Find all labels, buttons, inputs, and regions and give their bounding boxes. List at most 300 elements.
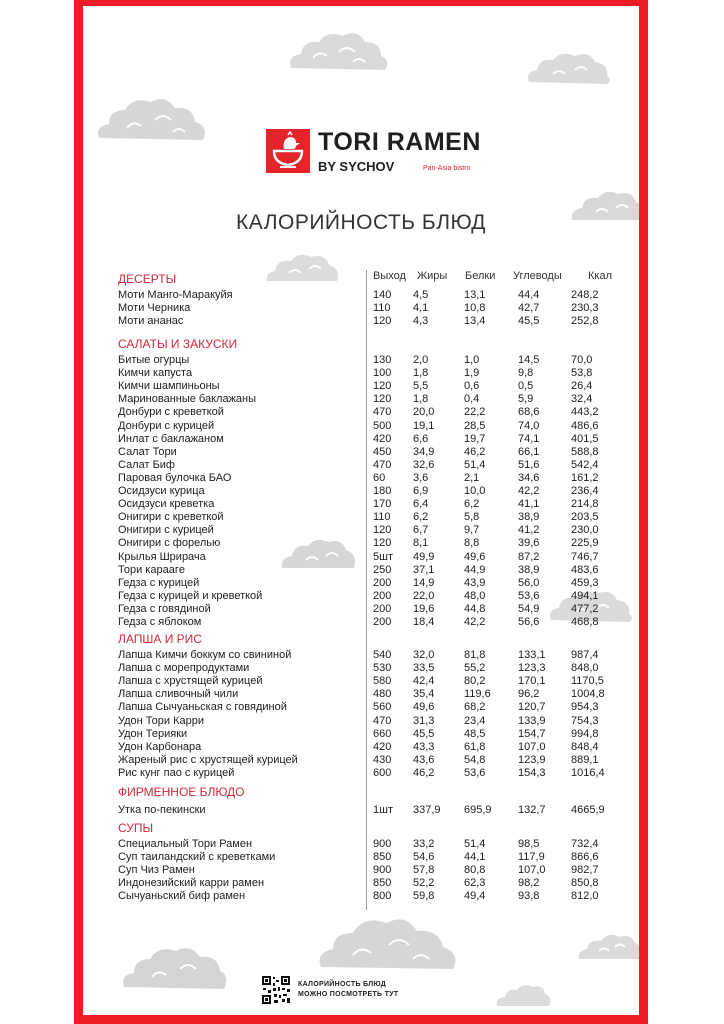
item-protein: 61,8 <box>464 740 486 753</box>
item-kcal: 987,4 <box>571 649 599 661</box>
item-name: Суп Чиз Рамен <box>118 864 195 877</box>
item-protein: 1,9 <box>464 367 480 380</box>
page-title: КАЛОРИЙНОСТЬ БЛЮД <box>236 211 486 234</box>
item-kcal: 252,8 <box>571 315 599 328</box>
item-protein: 44,8 <box>464 602 486 615</box>
item-protein: 49,4 <box>464 890 486 903</box>
item-yield: 430 <box>373 753 392 766</box>
item-carbs: 74,0 <box>518 419 540 432</box>
item-protein: 44,9 <box>464 563 486 576</box>
item-fat: 6,7 <box>413 524 429 537</box>
item-fat: 2,0 <box>413 354 429 366</box>
item-protein: 62,3 <box>464 877 486 890</box>
table-row <box>83 511 639 524</box>
item-carbs: 54,9 <box>518 602 540 615</box>
item-yield: 200 <box>373 602 392 615</box>
item-yield: 900 <box>373 864 392 877</box>
item-yield: 120 <box>373 315 392 328</box>
item-carbs: 41,2 <box>518 524 540 537</box>
item-protein: 54,8 <box>464 753 486 766</box>
section-header: ФИРМЕННОЕ БЛЮДО <box>118 785 245 799</box>
item-name: Онигири с форелью <box>118 537 221 550</box>
section-header: ЛАПША И РИС <box>118 632 202 646</box>
item-name: Утка по-пекински <box>118 804 206 816</box>
item-yield: 470 <box>373 458 392 471</box>
table-row <box>83 728 639 741</box>
item-protein: 0,4 <box>464 393 480 406</box>
item-kcal: 494,1 <box>571 589 599 602</box>
item-carbs: 42,2 <box>518 485 540 497</box>
item-yield: 250 <box>373 563 392 576</box>
item-fat: 59,8 <box>413 890 435 903</box>
item-carbs: 0,5 <box>518 380 534 393</box>
item-carbs: 154,3 <box>518 766 546 779</box>
logo-icon <box>266 129 310 173</box>
qr-caption <box>298 980 398 1000</box>
qr-caption-line2: МОЖНО ПОСМОТРЕТЬ ТУТ <box>298 991 399 998</box>
item-kcal: 161,2 <box>571 471 599 484</box>
item-fat: 42,4 <box>413 675 435 688</box>
item-carbs: 66,1 <box>518 445 540 458</box>
item-kcal: 850,8 <box>571 877 599 890</box>
item-protein: 81,8 <box>464 649 486 661</box>
item-kcal: 889,1 <box>571 753 599 766</box>
item-yield: 200 <box>373 589 392 602</box>
item-carbs: 107,0 <box>518 864 546 877</box>
cloud-icon <box>575 931 645 963</box>
item-kcal: 248,2 <box>571 289 599 301</box>
item-kcal: 214,8 <box>571 498 599 511</box>
item-protein: 23,4 <box>464 714 486 727</box>
item-name: Крылья Шрирача <box>118 550 206 563</box>
item-protein: 13,4 <box>464 315 486 328</box>
item-kcal: 477,2 <box>571 602 599 615</box>
item-yield: 660 <box>373 727 392 740</box>
item-fat: 35,4 <box>413 688 435 701</box>
item-fat: 54,6 <box>413 851 435 864</box>
table-row <box>83 662 639 675</box>
item-fat: 4,5 <box>413 289 429 301</box>
table-row <box>83 767 639 780</box>
item-fat: 18,4 <box>413 616 435 628</box>
table-row <box>83 406 639 419</box>
table-row <box>83 446 639 459</box>
item-carbs: 107,0 <box>518 740 546 753</box>
item-fat: 33,2 <box>413 838 435 850</box>
cloud-icon <box>118 941 228 997</box>
item-fat: 43,3 <box>413 740 435 753</box>
item-yield: 120 <box>373 393 392 406</box>
item-yield: 120 <box>373 524 392 537</box>
item-fat: 57,8 <box>413 864 435 877</box>
item-name: Рис кунг пао с курицей <box>118 766 235 779</box>
item-yield: 470 <box>373 406 392 419</box>
item-kcal: 982,7 <box>571 864 599 877</box>
item-name: Тори караагe <box>118 563 185 576</box>
item-kcal: 542,4 <box>571 458 599 471</box>
cloud-icon <box>313 911 463 975</box>
item-fat: 4,1 <box>413 302 429 315</box>
item-protein: 19,7 <box>464 432 486 445</box>
item-name: Гедза с курицей <box>118 576 200 589</box>
item-name: Салат Биф <box>118 458 175 471</box>
cloud-icon <box>523 48 613 88</box>
table-row <box>83 289 639 302</box>
item-name: Удон Карбонара <box>118 740 202 753</box>
table-row <box>83 741 639 754</box>
item-kcal: 236,4 <box>571 485 599 497</box>
item-yield: 130 <box>373 354 392 366</box>
item-protein: 68,2 <box>464 701 486 714</box>
item-carbs: 87,2 <box>518 550 540 563</box>
item-kcal: 459,3 <box>571 576 599 589</box>
item-kcal: 4665,9 <box>571 804 605 816</box>
item-name: Паровая булочка БАО <box>118 471 232 484</box>
item-protein: 0,6 <box>464 380 480 393</box>
item-kcal: 486,6 <box>571 419 599 432</box>
item-fat: 8,1 <box>413 537 429 550</box>
item-name: Донбури с креветкой <box>118 406 224 419</box>
item-kcal: 401,5 <box>571 432 599 445</box>
item-carbs: 170,1 <box>518 675 546 688</box>
item-yield: 100 <box>373 367 392 380</box>
section-header: САЛАТЫ И ЗАКУСКИ <box>118 337 238 351</box>
item-yield: 120 <box>373 380 392 393</box>
item-fat: 19,6 <box>413 602 435 615</box>
brand-logo <box>266 122 526 182</box>
qr-code-icon[interactable] <box>261 975 291 1005</box>
cloud-icon <box>93 92 213 148</box>
item-fat: 1,8 <box>413 393 429 406</box>
table-row <box>83 485 639 498</box>
item-fat: 6,2 <box>413 511 429 524</box>
item-fat: 6,9 <box>413 485 429 497</box>
table-row <box>83 675 639 688</box>
cloud-icon <box>263 251 343 287</box>
item-fat: 14,9 <box>413 576 435 589</box>
item-carbs: 133,1 <box>518 649 546 661</box>
item-carbs: 39,6 <box>518 537 540 550</box>
item-fat: 5,5 <box>413 380 429 393</box>
table-row <box>83 649 639 662</box>
item-fat: 22,0 <box>413 589 435 602</box>
item-protein: 53,6 <box>464 766 486 779</box>
item-name: Онигири с курицей <box>118 524 214 537</box>
item-name: Инлат с баклажаном <box>118 432 224 445</box>
item-protein: 51,4 <box>464 838 486 850</box>
item-yield: 800 <box>373 890 392 903</box>
item-protein: 695,9 <box>464 804 492 816</box>
table-row <box>83 472 639 485</box>
item-yield: 500 <box>373 419 392 432</box>
item-kcal: 812,0 <box>571 890 599 903</box>
item-kcal: 53,8 <box>571 367 593 380</box>
section-header: ДЕСЕРТЫ <box>118 272 177 286</box>
item-protein: 6,2 <box>464 498 480 511</box>
item-carbs: 56,0 <box>518 576 540 589</box>
item-carbs: 123,9 <box>518 753 546 766</box>
item-fat: 337,9 <box>413 804 441 816</box>
table-row <box>83 498 639 511</box>
item-protein: 2,1 <box>464 471 480 484</box>
item-name: Удон Терияки <box>118 727 188 740</box>
item-kcal: 26,4 <box>571 380 593 393</box>
table-row <box>83 851 639 864</box>
item-protein: 13,1 <box>464 289 486 301</box>
item-fat: 6,4 <box>413 498 429 511</box>
item-fat: 45,5 <box>413 727 435 740</box>
item-yield: 560 <box>373 701 392 714</box>
item-fat: 52,2 <box>413 877 435 890</box>
item-name: Моти Черника <box>118 302 191 315</box>
table-row <box>83 804 639 817</box>
column-header-out: Выход <box>373 270 406 282</box>
item-name: Лапша с хрустящей курицей <box>118 675 263 688</box>
item-carbs: 56,6 <box>518 616 540 628</box>
brand-name: TORI RAMEN <box>318 128 481 156</box>
table-row <box>83 754 639 767</box>
item-name: Онигири с креветкой <box>118 511 224 524</box>
item-name: Моти Манго-Маракуйя <box>118 289 233 301</box>
item-kcal: 32,4 <box>571 393 593 406</box>
item-fat: 43,6 <box>413 753 435 766</box>
item-yield: 200 <box>373 616 392 628</box>
item-name: Суп таиландский с креветками <box>118 851 276 864</box>
table-row <box>83 433 639 446</box>
item-yield: 850 <box>373 851 392 864</box>
table-row <box>83 354 639 367</box>
item-name: Гедза с курицей и креветкой <box>118 589 263 602</box>
item-yield: 110 <box>373 302 391 315</box>
item-protein: 80,8 <box>464 864 486 877</box>
table-row <box>83 864 639 877</box>
item-name: Маринованные баклажаны <box>118 393 257 406</box>
item-kcal: 732,4 <box>571 838 599 850</box>
item-kcal: 230,0 <box>571 524 599 537</box>
item-name: Лапша Сычуаньская с говядиной <box>118 701 287 714</box>
item-name: Салат Тори <box>118 445 177 458</box>
table-row <box>83 367 639 380</box>
table-row <box>83 701 639 714</box>
item-name: Битые огурцы <box>118 354 190 366</box>
column-header-protein: Белки <box>465 270 496 282</box>
item-protein: 1,0 <box>464 354 480 366</box>
table-row <box>83 603 639 616</box>
item-name: Индонезийский карри рамен <box>118 877 265 890</box>
item-yield: 900 <box>373 838 392 850</box>
item-yield: 110 <box>373 511 391 524</box>
item-kcal: 203,5 <box>571 511 599 524</box>
item-carbs: 98,5 <box>518 838 540 850</box>
item-protein: 28,5 <box>464 419 486 432</box>
item-protein: 48,0 <box>464 589 486 602</box>
section-header: СУПЫ <box>118 821 154 835</box>
item-protein: 22,2 <box>464 406 486 419</box>
item-carbs: 133,9 <box>518 714 546 727</box>
item-protein: 119,6 <box>464 688 491 701</box>
item-carbs: 98,2 <box>518 877 540 890</box>
cloud-icon <box>283 28 393 78</box>
item-name: Кимчи шампиньоны <box>118 380 220 393</box>
item-carbs: 5,9 <box>518 393 534 406</box>
item-yield: 480 <box>373 688 392 701</box>
item-protein: 42,2 <box>464 616 486 628</box>
item-kcal: 230,3 <box>571 302 599 315</box>
item-fat: 32,0 <box>413 649 435 661</box>
table-row <box>83 302 639 315</box>
item-yield: 450 <box>373 445 392 458</box>
item-protein: 44,1 <box>464 851 486 864</box>
item-yield: 530 <box>373 662 392 675</box>
item-kcal: 70,0 <box>571 354 593 366</box>
brand-subtitle: BY SYCHOV <box>318 159 395 174</box>
item-kcal: 588,8 <box>571 445 599 458</box>
table-row <box>83 524 639 537</box>
item-carbs: 93,8 <box>518 890 540 903</box>
item-fat: 6,6 <box>413 432 429 445</box>
item-yield: 540 <box>373 649 392 661</box>
cloud-icon <box>493 982 553 1010</box>
item-protein: 80,2 <box>464 675 486 688</box>
item-carbs: 117,9 <box>518 851 545 864</box>
item-carbs: 154,7 <box>518 727 546 740</box>
column-header-carbs: Углеводы <box>513 270 562 282</box>
item-kcal: 866,6 <box>571 851 599 864</box>
item-yield: 580 <box>373 675 392 688</box>
table-row <box>83 877 639 890</box>
table-row <box>83 537 639 550</box>
item-yield: 420 <box>373 740 392 753</box>
item-carbs: 51,6 <box>518 458 540 471</box>
item-yield: 120 <box>373 537 392 550</box>
item-protein: 46,2 <box>464 445 486 458</box>
item-yield: 600 <box>373 766 392 779</box>
item-protein: 49,6 <box>464 550 486 563</box>
menu-card <box>74 0 648 1024</box>
item-carbs: 74,1 <box>518 432 540 445</box>
item-carbs: 9,8 <box>518 367 534 380</box>
item-name: Кимчи капуста <box>118 367 193 380</box>
item-carbs: 44,4 <box>518 289 540 301</box>
item-carbs: 53,6 <box>518 589 540 602</box>
item-protein: 43,9 <box>464 576 486 589</box>
item-protein: 51,4 <box>464 458 486 471</box>
item-protein: 9,7 <box>464 524 480 537</box>
item-yield: 200 <box>373 576 392 589</box>
item-yield: 470 <box>373 714 392 727</box>
item-carbs: 132,7 <box>518 804 546 816</box>
item-protein: 55,2 <box>464 662 486 675</box>
item-fat: 1,8 <box>413 367 429 380</box>
item-name: Удон Тори Карри <box>118 714 204 727</box>
item-yield: 5шт <box>373 550 393 563</box>
column-header-fat: Жиры <box>417 270 448 282</box>
item-yield: 1шт <box>373 804 393 816</box>
item-name: Лапша Кимчи боккум со свининой <box>118 649 292 661</box>
item-name: Гедза с яблоком <box>118 616 202 628</box>
table-row <box>83 551 639 564</box>
item-kcal: 443,2 <box>571 406 599 419</box>
item-name: Специальный Тори Рамен <box>118 838 253 850</box>
table-row <box>83 577 639 590</box>
item-yield: 60 <box>373 471 386 484</box>
table-row <box>83 688 639 701</box>
table-row <box>83 380 639 393</box>
item-carbs: 34,6 <box>518 471 540 484</box>
item-kcal: 468,8 <box>571 616 599 628</box>
item-fat: 4,3 <box>413 315 429 328</box>
item-fat: 31,3 <box>413 714 435 727</box>
item-name: Донбури с курицей <box>118 419 215 432</box>
item-fat: 33,5 <box>413 662 435 675</box>
item-kcal: 848,0 <box>571 662 599 675</box>
item-kcal: 483,6 <box>571 563 599 576</box>
item-name: Гедза с говядиной <box>118 602 211 615</box>
item-name: Моти ананас <box>118 315 184 328</box>
table-row <box>83 715 639 728</box>
item-carbs: 41,1 <box>518 498 540 511</box>
table-row <box>83 393 639 406</box>
item-protein: 10,0 <box>464 485 486 497</box>
item-name: Осидзуси креветка <box>118 498 215 511</box>
item-carbs: 68,6 <box>518 406 540 419</box>
item-name: Лапша с морепродуктами <box>118 662 250 675</box>
item-kcal: 754,3 <box>571 714 599 727</box>
item-yield: 140 <box>373 289 392 301</box>
item-yield: 420 <box>373 432 392 445</box>
item-protein: 10,8 <box>464 302 486 315</box>
item-name: Лапша сливочный чили <box>118 688 239 701</box>
item-kcal: 848,4 <box>571 740 599 753</box>
item-protein: 5,8 <box>464 511 480 524</box>
item-name: Сычуаньский биф рамен <box>118 890 246 903</box>
item-fat: 3,6 <box>413 471 429 484</box>
item-fat: 20,0 <box>413 406 435 419</box>
item-name: Жареный рис с хрустящей курицей <box>118 753 298 766</box>
table-row <box>83 616 639 629</box>
item-protein: 48,5 <box>464 727 486 740</box>
item-carbs: 123,3 <box>518 662 546 675</box>
item-kcal: 1004,8 <box>571 688 605 701</box>
table-row <box>83 420 639 433</box>
qr-caption-line1: КАЛОРИЙНОСТЬ БЛЮД <box>298 981 387 988</box>
item-yield: 180 <box>373 485 392 497</box>
item-kcal: 1170,5 <box>571 675 604 688</box>
item-carbs: 38,9 <box>518 511 540 524</box>
item-fat: 19,1 <box>413 419 435 432</box>
item-kcal: 954,3 <box>571 701 599 714</box>
item-carbs: 38,9 <box>518 563 540 576</box>
table-row <box>83 315 639 328</box>
item-carbs: 42,7 <box>518 302 540 315</box>
item-kcal: 225,9 <box>571 537 599 550</box>
item-carbs: 96,2 <box>518 688 540 701</box>
item-protein: 8,8 <box>464 537 480 550</box>
item-name: Осидзуси курица <box>118 485 205 497</box>
item-carbs: 45,5 <box>518 315 540 328</box>
item-carbs: 14,5 <box>518 354 540 366</box>
brand-tagline: Pan-Asia bistro <box>423 165 471 172</box>
item-fat: 46,2 <box>413 766 435 779</box>
item-fat: 32,6 <box>413 458 435 471</box>
table-row <box>83 890 639 903</box>
table-row <box>83 838 639 851</box>
item-kcal: 1016,4 <box>571 766 605 779</box>
item-fat: 49,9 <box>413 550 435 563</box>
table-row <box>83 459 639 472</box>
item-yield: 170 <box>373 498 392 511</box>
table-row <box>83 590 639 603</box>
